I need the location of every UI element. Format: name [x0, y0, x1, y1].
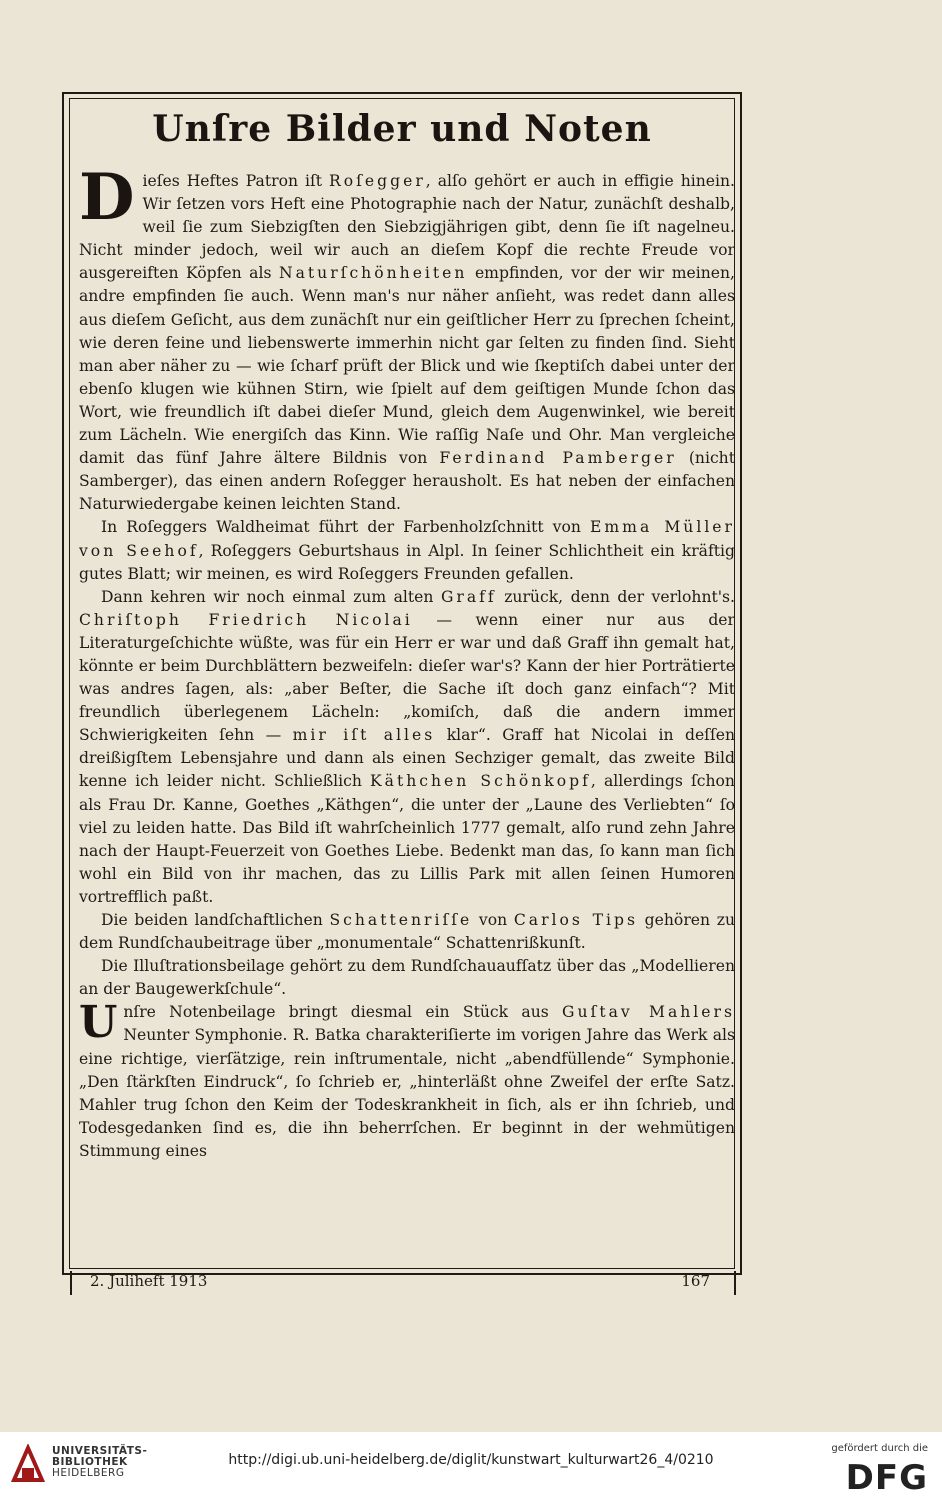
word-naturschoenheiten: Naturſchönheiten	[278, 264, 468, 283]
page-footer	[70, 1271, 736, 1295]
name-emma-mueller: Emma Müller von Seehof	[79, 518, 735, 560]
library-name: UNIVERSITÄTS- BIBLIOTHEK HEIDELBERG	[52, 1445, 148, 1479]
page-number: 167	[681, 1272, 710, 1290]
phrase-mir-ist-alles: mir iſt alles	[292, 726, 436, 745]
name-carlos-tips: Carlos Tips	[513, 911, 638, 929]
paragraph-notenbeilage: Unſre Notenbeilage bringt diesmal ein Stück aus Guſtav Mahlers Neunter Symphonie. R. Batka charakteriſierte im vorigen Jahre das Werk als eine richtige, vierſätzige, rein inſtrumentale, nicht „abendfüllende“ Symphonie. „Den ſtärkſten Eindruck“, ſo ſchrieb er, „hinterläßt ohne Zweifel der erſte Satz. Mahler trug ſchon den Keim der Todeskrankheit in ſich, als er ihn ſchrieb, und Todesgedanken ſind es, die ihn beherrſchen. Er beginnt in der wehmütigen Stimmung eines	[79, 997, 735, 1160]
paragraph-illustrationsbeilage: Die Illuſtrationsbeilage gehört zu dem Rundſchauaufſatz über das „Modellieren an der Baugewerkſchule“.	[79, 957, 735, 999]
name-rosegger: Roſegger	[329, 172, 426, 190]
dfg-logo: DFG	[845, 1458, 928, 1498]
article-body	[79, 160, 735, 1163]
funding-note: gefördert durch die	[831, 1443, 928, 1454]
drop-cap-d: D	[79, 160, 135, 235]
paragraph-waldheimat: In Roſeggers Waldheimat führt der Farbenholzſchnitt von Emma Müller von Seehof, Roſeggers Geburtshaus in Alpl. In ſeiner Schlichtheit ein kräftig gutes Blatt; wir meinen, es wird Roſeggers Freunden gefallen.	[79, 518, 735, 583]
name-graff: Graff	[440, 587, 497, 606]
viewer-footer-bar	[0, 1432, 942, 1502]
name-kaethchen: Käthchen Schönkopf	[370, 772, 591, 791]
permalink-url[interactable]: http://digi.ub.uni-heidelberg.de/diglit/kunstwart_kulturwart26_4/0210	[228, 1452, 714, 1468]
page-title: Unſre Bilder und Noten	[152, 108, 652, 150]
name-mahler: Guſtav Mahlers	[562, 1003, 735, 1022]
paragraph-schattenrisse: Die beiden landſchaftlichen Schattenriſſe von Carlos Tips gehören zu dem Rundſchaubeitrage über „monumentale“ Schattenrißkunſt.	[79, 911, 735, 953]
drop-cap-u: U	[79, 997, 118, 1049]
paragraph-rosegger: Dieſes Heftes Patron iſt Roſegger, alſo gehört er auch in effigie hinein. Wir ſetzen vors Heft eine Photographie nach der Natur, zunächſt deshalb, weil ſie zum Siebzigſten den Siebzigjährigen gibt, denn ſie iſt nagelneu. Nicht minder jedoch, weil wir auch an dieſem Kopf die rechte Freude vor ausgereiften Köpfen als Naturſchönheiten empfinden, vor der wir meinen, andre empfinden ſie auch. Wenn man's nur näher anſieht, was redet dann alles aus dieſem Geſicht, aus dem zunächſt nur ein geiſtlicher Herr zu ſprechen ſcheint, wie deren feine und liebenswerte immerhin nicht gar ſelten zu finden ſind. Sieht man aber näher zu — wie ſcharf prüft der Blick und wie ſkeptiſch dabei unter der ebenſo klugen wie kühnen Stirn, wie ſpielt auf dem geiſtigen Munde ſchon das Wort, wie freundlich iſt dabei dieſer Mund, gleich dem Augenwinkel, wie bereit zum Lächeln. Wie energiſch das Kinn. Wie raſſig Naſe und Ohr. Man vergleiche damit das fünf Jahre ältere Bildnis von Ferdinand Pamberger (nicht Samberger), das einen andern Roſegger herausholt. Es hat neben der einfachen Naturwiedergabe keinen leichten Stand.	[79, 160, 735, 514]
word-schattenrisse: Schattenriſſe	[329, 911, 473, 929]
name-pamberger: Ferdinand Pamberger	[439, 449, 677, 468]
name-nicolai: Chriſtoph Friedrich Nicolai	[79, 610, 413, 629]
paragraph-graff: Dann kehren wir noch einmal zum alten Graff zurück, denn der verlohnt's. Chriſtoph Friedrich Nicolai — wenn einer nur aus der Literaturgeſchichte wüßte, was für ein Herr er war und daß Graff ihn gemalt hat, könnte er beim Durchblättern bezweifeln: dieſer war's? Kann der hier Porträtierte was andres ſagen, als: „aber Beſter, die Sache iſt doch ganz einfach“? Mit freundlich überlegenem Lächeln: „komiſch, daß die andern immer Schwierigkeiten ſehn — mir iſt alles klar“. Graff hat Nicolai in deſſen dreißigſtem Lebensjahre und dann als einen Sechziger gemalt, das zweite Bild kenne ich leider nicht. Schließlich Käthchen Schönkopf, allerdings ſchon als Frau Dr. Kanne, Goethes „Käthgen“, die unter der „Laune des Verliebten“ ſo viel zu leiden hatte. Das Bild iſt wahrſcheinlich 1777 gemalt, alſo rund zehn Jahre nach der Haupt-Feuerzeit von Goethes Liebe. Bedenkt man das, ſo kann man ſich wohl ein Bild von ihr machen, das zu Lillis Park mit allen ſeinen Humoren vortrefflich paßt.	[79, 587, 735, 906]
issue-label: 2. Juliheft 1913	[90, 1272, 208, 1290]
